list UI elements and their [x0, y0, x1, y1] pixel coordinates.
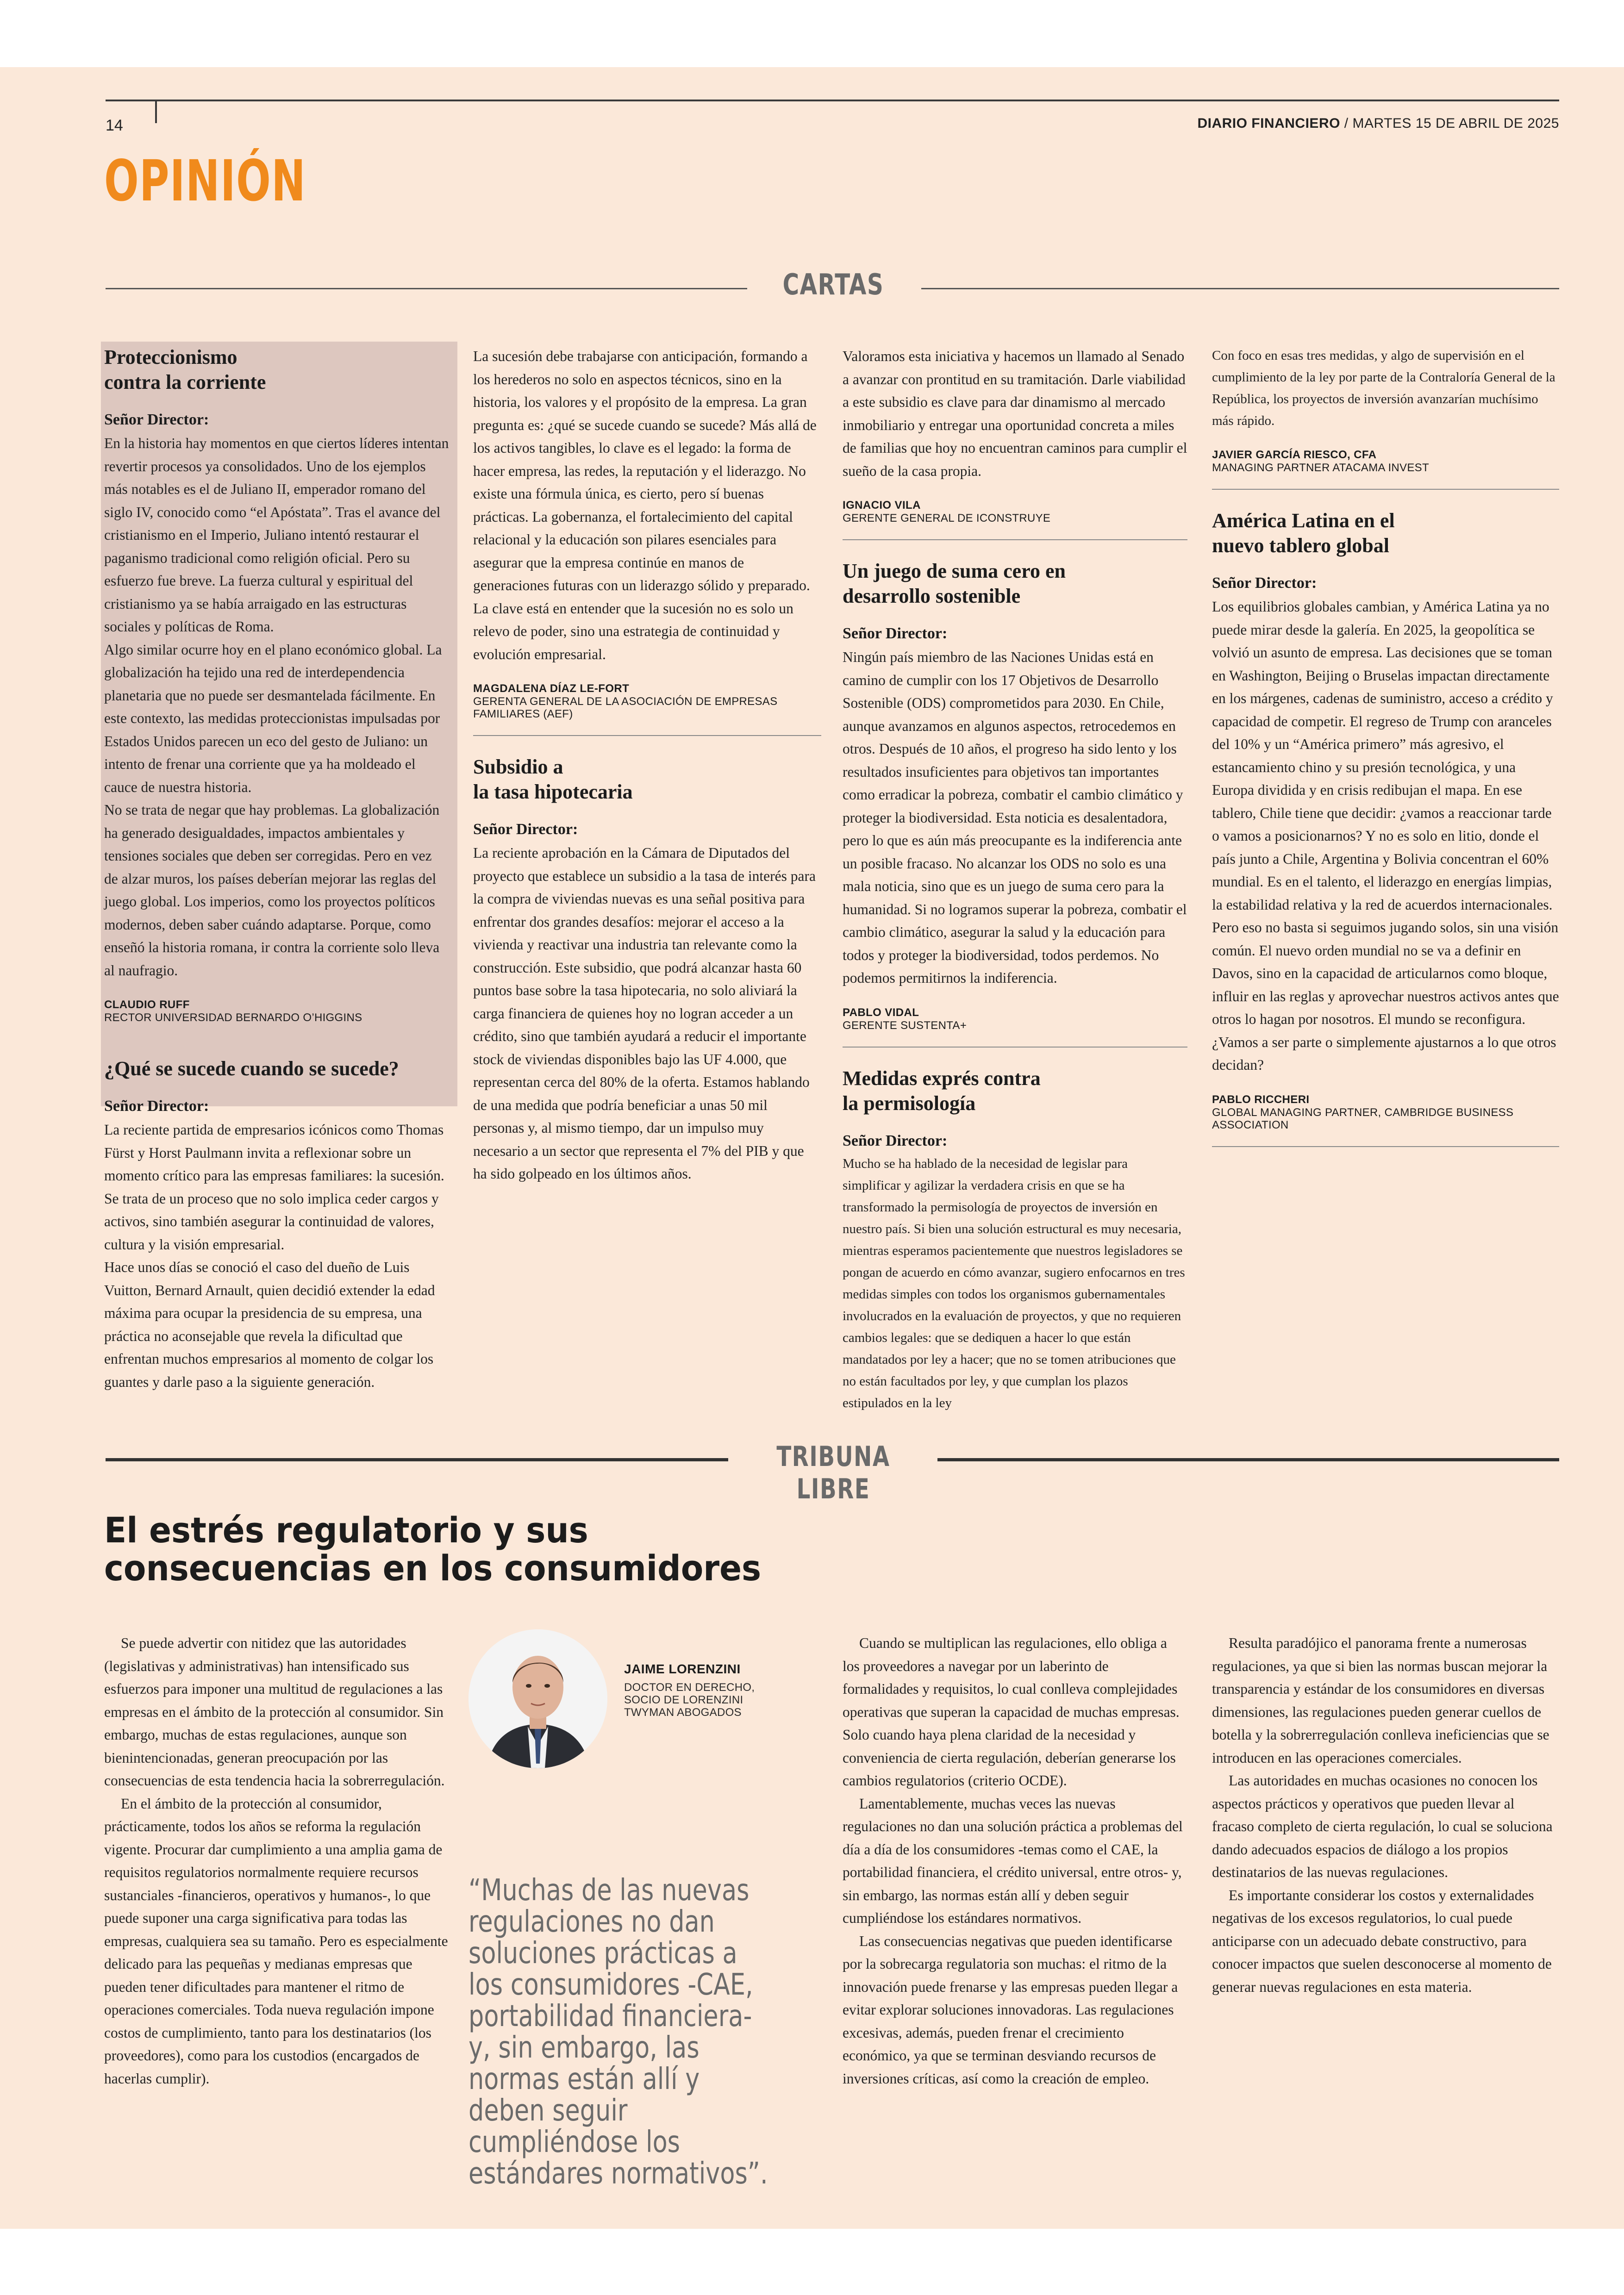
author-role-line-2: SOCIO DE LORENZINI: [624, 1694, 743, 1706]
tribuna-rule-left: [106, 1458, 728, 1461]
letters-column-4: [1212, 345, 1559, 1147]
article-paragraph: Es importante considerar los costos y externalidades negativas de los excesos regulatorios, lo cual puede anticiparse con un adecuado debate constructivo, para conocer impactos que suelen desconocerse al momento de generar nuevas regulaciones en esta materia.: [1212, 1887, 1552, 1995]
letter-paragraph: Mucho se ha hablado de la necesidad de legislar para simplificar y agilizar la verdadera crisis en que se ha transformado la permisología de proyectos de inversión en nuestro país. Si bien una solución estructural es muy necesaria, mientras esperamos pacientemente que nuestros legisladores se pongan de acuerdo en cómo avanzar, sugiero enfocarnos en tres medidas simples con todos los organismos gubernamentales involucrados en la evaluación de proyectos, y que no requieren cambios legales: que se dediquen a hacer lo que están mandatados por ley a hacer; que no se tomen atribuciones que no están facultados por ley, y que cumplan los plazos estipulados en la ley: [843, 1156, 1185, 1410]
letter-author: CLAUDIO RUFF: [104, 998, 190, 1011]
letter-title-line-2: desarrollo sostenible: [843, 585, 1021, 607]
letter-author: IGNACIO VILA: [843, 499, 921, 511]
letter-title-line-1: Medidas exprés contra: [843, 1066, 1041, 1090]
letter-salutation: Señor Director:: [843, 625, 948, 642]
author-portrait-icon: [468, 1629, 607, 1768]
letter-author-role: GERENTA GENERAL DE LA ASOCIACIÓN DE EMPRESAS FAMILIARES (AEF): [473, 695, 778, 720]
letter-divider: [1212, 489, 1559, 490]
letters-column-3: [843, 345, 1187, 1414]
letter-paragraph: La reciente partida de empresarios icónicos como Thomas Fürst y Horst Paulmann invita a reflexionar sobre un momento crítico para las empresas familiares: la sucesión. Se trata de un proceso que no solo implica ceder cargos y activos, sino también asegurar la continuidad de valores, cultura y la visión empresarial.: [104, 1122, 444, 1253]
letter-author-role: RECTOR UNIVERSIDAD BERNARDO O’HIGGINS: [104, 1011, 362, 1024]
letter-paragraph: Algo similar ocurre hoy en el plano económico global. La globalización ha tejido una red de interdependencia planetaria que no puede ser desmantelada fácilmente. En este contexto, las medidas proteccionistas impulsadas por Estados Unidos parecen un eco del gesto de Juliano: un intento de frenar una corriente que ya ha moldeado el cauce de nuestra historia.: [104, 641, 442, 795]
letter-paragraph: Ningún país miembro de las Naciones Unidas está en camino de cumplir con los 17 Objetivos de Desarrollo Sostenible (ODS) comprometidos para 2030. En Chile, aunque avanzamos en algunos aspectos, retrocedemos en otros. Después de 10 años, el progreso ha sido lento y los resultados insuficientes para objetivos tan importantes como erradicar la pobreza, combatir el cambio climático y proteger la biodiversidad. Esta noticia es desalentadora, pero lo que es aún más preocupante es la indiferencia ante un posible fracaso. No alcanzar los ODS no solo es una mala noticia, sino que es un juego de suma cero para la humanidad. Si no logramos superar la pobreza, combatir el cambio climático, asegurar la salud y la educación para todos y proteger la biodiversidad, todos perdemos. No podemos permitirnos la indiferencia.: [843, 649, 1187, 986]
letter-title: [843, 1066, 1187, 1116]
letter-salutation: Señor Director:: [1212, 574, 1317, 592]
cartas-rule-left: [106, 288, 747, 289]
pull-quote: “Muchas de las nuevas regulaciones no dan soluciones prácticas a los consumidores -CAE, portabilidad financiera- y, sin embargo, las normas están allí y deben seguir cumpliéndose los estándares normativos”.: [468, 1873, 768, 2191]
tribuna-label: TRIBUNA LIBRE: [776, 1441, 890, 1505]
article-paragraph: Se puede advertir con nitidez que las autoridades (legislativas y administrativas) han intensificado sus esfuerzos para imponer una multitud de regulaciones a las empresas en el ámbito de la protección al consumidor. Sin embargo, muchas de estas regulaciones, aunque son bienintencionadas, generan preocupación por las consecuencias de esta tendencia hacia la sobrerregulación.: [104, 1635, 445, 1789]
letter-permisologia: [843, 1066, 1187, 1414]
letter-title-line-1: Un juego de suma cero en: [843, 560, 1066, 582]
letter-divider: [473, 735, 821, 736]
letter-paragraph: Hace unos días se conoció el caso del dueño de Luis Vuitton, Bernard Arnault, quien decidió extender la edad máxima para ocupar la presidencia de su empresa, una práctica no aconsejable que revela la dificultad que enfrentan muchos empresarios al momento de colgar los guantes y darle paso a la siguiente generación.: [104, 1259, 435, 1390]
letter-subsidio: [473, 755, 821, 1185]
letter-author: PABLO RICCHERI: [1212, 1093, 1310, 1106]
article-title-line-1: El estrés regulatorio y sus: [104, 1509, 588, 1551]
letter-paragraph: La sucesión debe trabajarse con anticipación, formando a los herederos no solo en aspectos técnicos, sino en la historia, los valores y el propósito de la empresa. La gran pregunta es: ¿qué se sucede cuando se sucede? Más allá de los activos tangibles, lo clave es el legado: la forma de hacer empresa, las redes, la reputación y el liderazgo. No existe una fórmula única, es cierto, pero sí buenas prácticas. La gobernanza, el fortalecimiento del capital relacional y la educación son pilares esenciales para asegurar que la empresa continúe en manos de generaciones futuras con un liderazgo sólido y preparado. La clave está en entender que la sucesión no es solo un relevo de poder, sino una estrategia de continuidad y evolución empresarial.: [473, 348, 817, 662]
letter-title: [1212, 508, 1559, 558]
letter-author-role: MANAGING PARTNER ATACAMA INVEST: [1212, 461, 1429, 474]
letter-divider: [843, 1047, 1187, 1048]
letter-author-role: GERENTE SUSTENTA+: [843, 1019, 967, 1032]
letter-author-role: GERENTE GENERAL DE ICONSTRUYE: [843, 512, 1051, 524]
author-info: [624, 1662, 809, 1719]
article-title-line-2: consecuencias en los consumidores: [104, 1547, 762, 1589]
letter-title-line-1: Subsidio a: [473, 755, 563, 778]
letter-paragraph: No se trata de negar que hay problemas. La globalización ha generado desigualdades, impactos ambientales y tensiones sociales que deben ser corregidas. Pero en vez de alzar muros, los países deberían mejorar las reglas del juego global. Los imperios, como los proyectos políticos modernos, deben saber cuándo adaptarse. Porque, como enseñó la historia romana, ir contra la corriente solo lleva al naufragio.: [104, 802, 440, 979]
article-paragraph: Cuando se multiplican las regulaciones, ello obliga a los proveedores a navegar por un laberinto de formalidades y requisitos, lo cual conlleva complejidades operativas que superan la capacidad de muchas empresas. Solo cuando haya plena claridad de la necesidad y conveniencia de cierta regulación, deberían generarse los cambios regulatorios (criterio OCDE).: [843, 1635, 1180, 1789]
article-column-3: [843, 1632, 1187, 2090]
letter-paragraph: La reciente aprobación en la Cámara de Diputados del proyecto que establece un subsidio a la tasa de interés para la compra de viviendas nuevas es una señal positiva para enfrentar dos grandes desafíos: mejorar el acceso a la vivienda y reactivar una industria tan relevante como la construcción. Este subsidio, que podrá alcanzar hasta 60 puntos base sobre la tasa hipotecaria, no solo aliviará la carga financiera de quienes hoy no logran acceder a un crédito, sino que también ayudará a reducir el importante stock de viviendas disponibles bajo las UF 4.000, que representan cerca del 80% de la oferta. Estamos hablando de una medida que podría beneficiar a unas 50 mil personas y, al mismo tiempo, dar un impulso muy necesario a un sector que representa el 7% del PIB y que ha sido golpeado en los últimos años.: [473, 845, 816, 1182]
article-column-4: [1212, 1632, 1559, 1998]
tribuna-rule-right: [937, 1458, 1559, 1461]
letter-author: MAGDALENA DÍAZ LE-FORT: [473, 682, 630, 695]
letter-author: JAVIER GARCÍA RIESCO, CFA: [1212, 449, 1377, 461]
article-paragraph: Las consecuencias negativas que pueden identificarse por la sobrecarga regulatoria son muchas: el ritmo de la innovación puede frenarse y las empresas pueden llegar a evitar explorar soluciones innovadoras. Las regulaciones excesivas, además, pueden frenar el crecimiento económico, ya que se terminan desviando recursos de inversiones críticas, así como la creación de empleo.: [843, 1933, 1178, 2087]
letter-proteccionismo: [104, 345, 449, 1024]
article-paragraph: Resulta paradójico el panorama frente a numerosas regulaciones, ya que si bien las normas buscan mejorar la transparencia y estándar de los consumidores en diversas dimensiones, las regulaciones pueden generar cuellos de botella y la sobrerregulación conlleva ineficiencias que se introducen en las operaciones comerciales.: [1212, 1635, 1549, 1766]
publication-name: DIARIO FINANCIERO: [1197, 116, 1340, 131]
author-role-line-1: DOCTOR EN DERECHO,: [624, 1681, 755, 1694]
cartas-label: CARTAS: [782, 268, 884, 301]
letter-title-line-2: nuevo tablero global: [1212, 534, 1390, 557]
letter-paragraph: Los equilibrios globales cambian, y América Latina ya no puede mirar desde la galería. En 2025, la geopolítica se volvió un asunto de empresa. Las decisiones que se toman en Washington, Beijing o Bruselas impactan directamente en los márgenes, cadenas de suministro, acceso a crédito y capacidad de competir. El regreso de Trump con aranceles del 10% y un “América primero” más agresivo, el estancamiento chino y su presión tecnológica, y una Europa dividida y en crisis redibujan el mapa. En ese tablero, Chile tiene que decidir: ¿vamos a reaccionar tarde o vamos a posicionarnos? Y no es solo en litio, donde el país junto a Chile, Argentina y Bolivia concentran el 60% mundial. Es en el talento, el liderazgo en energías limpias, la estabilidad relativa y la red de acuerdos internacionales. Pero eso no basta si seguimos jugando solos, sin una visión común. El nuevo orden mundial no se va a definir en Davos, sino en la capacidad de articularnos como bloque, influir en las reglas y aprovechar nuestros activos antes que otros lo hagan por nosotros. El mundo se reconfigura. ¿Vamos a ser parte o simplemente ajustarnos a lo que otros decidan?: [1212, 599, 1559, 1073]
letter-title-line-2: contra la corriente: [104, 371, 266, 393]
letter-salutation: Señor Director:: [473, 821, 578, 838]
author-role-line-3: TWYMAN ABOGADOS: [624, 1706, 742, 1719]
letter-title-line-2: la permisología: [843, 1091, 976, 1115]
letter-author: PABLO VIDAL: [843, 1006, 919, 1019]
letter-ods: [843, 559, 1187, 1048]
letter-salutation: Señor Director:: [843, 1132, 948, 1149]
letter-sucesion: [104, 1056, 449, 1393]
letter-title: [843, 559, 1187, 609]
letters-column-1: [104, 345, 449, 1393]
letter-paragraph: Valoramos esta iniciativa y hacemos un llamado al Senado a avanzar con prontitud en su tramitación. Darle viabilidad a este subsidio es clave para dar dinamismo al mercado inmobiliario y entregar una oportunidad concreta a miles de familias que hoy no encuentran caminos para cumplir el sueño de la casa propia.: [843, 348, 1187, 479]
letter-title-line-1: Proteccionismo: [104, 346, 237, 368]
article-paragraph: Lamentablemente, muchas veces las nuevas regulaciones no dan una solución práctica a problemas del día a día de los consumidores -temas como el CAE, la portabilidad financiera, el crédito universal, entre otros- y, sin embargo, las normas están allí y deben seguir cumpliéndose los estándares normativos.: [843, 1795, 1183, 1926]
publication-date: / MARTES 15 DE ABRIL DE 2025: [1344, 116, 1559, 131]
cartas-rule-right: [921, 288, 1559, 289]
author-name: JAIME LORENZINI: [624, 1662, 741, 1676]
author-photo: [468, 1629, 607, 1768]
letter-author-role: GLOBAL MANAGING PARTNER, CAMBRIDGE BUSINESS ASSOCIATION: [1212, 1106, 1514, 1131]
letter-divider: [1212, 1146, 1559, 1147]
letter-title: ¿Qué se sucede cuando se sucede?: [104, 1057, 399, 1080]
letter-paragraph: Con foco en esas tres medidas, y algo de supervisión en el cumplimiento de la ley por parte de la Contraloría General de la República, los proyectos de inversión avanzarían muchísimo más rápido.: [1212, 348, 1555, 428]
letter-paragraph: En la historia hay momentos en que ciertos líderes intentan revertir procesos ya consolidados. Uno de los ejemplos más notables es el de Juliano II, emperador romano del siglo IV, conocido como “el Apóstata”. Tras el avance del cristianismo en el Imperio, Juliano intentó restaurar el paganismo tradicional como religión oficial. Pero su esfuerzo fue breve. La fuerza cultural y espiritual del cristianismo ya se había arraigado en las estructuras sociales y políticas de Roma.: [104, 435, 449, 635]
letter-title: [104, 345, 449, 395]
letter-salutation: Señor Director:: [104, 411, 209, 428]
article-paragraph: En el ámbito de la protección al consumidor, prácticamente, todos los años se reforma la regulación vigente. Procurar dar cumplimiento a una amplia gama de requisitos regulatorios normalmente requiere recursos sustanciales -financieros, operativos y humanos-, lo que puede suponer una carga significativa para todas las empresas, cualquiera sea su tamaño. Pero es especialmente delicado para las pequeñas y medianas empresas que pueden tener dificultades para mantener el ritmo de operaciones comerciales. Toda nueva regulación impone costos de cumplimiento, tanto para los destinatarios (los proveedores), como para los custodios (encargados de hacerlas cumplir).: [104, 1795, 448, 2087]
article-column-1: [104, 1632, 449, 2090]
letter-title-line-2: la tasa hipotecaria: [473, 780, 633, 803]
article-paragraph: Las autoridades en muchas ocasiones no conocen los aspectos prácticos y operativos que pueden llevar al fracaso completo de cierta regulación, lo cual se soluciona dando adecuados espacios de diálogo a los propios destinatarios de las nuevas regulaciones.: [1212, 1772, 1553, 1880]
letter-divider: [843, 539, 1187, 540]
letter-title-line-1: América Latina en el: [1212, 509, 1395, 532]
header-rule: [106, 100, 1559, 101]
section-title: OPINIÓN: [104, 148, 306, 214]
page-number: 14: [106, 117, 123, 134]
letters-column-2: [473, 345, 821, 1185]
article-title: [104, 1511, 761, 1587]
letter-title: [473, 755, 821, 804]
page-number-separator: [155, 101, 157, 123]
letter-salutation: Señor Director:: [104, 1098, 209, 1115]
letter-america-latina: [1212, 508, 1559, 1147]
publication-info: [1197, 116, 1559, 131]
